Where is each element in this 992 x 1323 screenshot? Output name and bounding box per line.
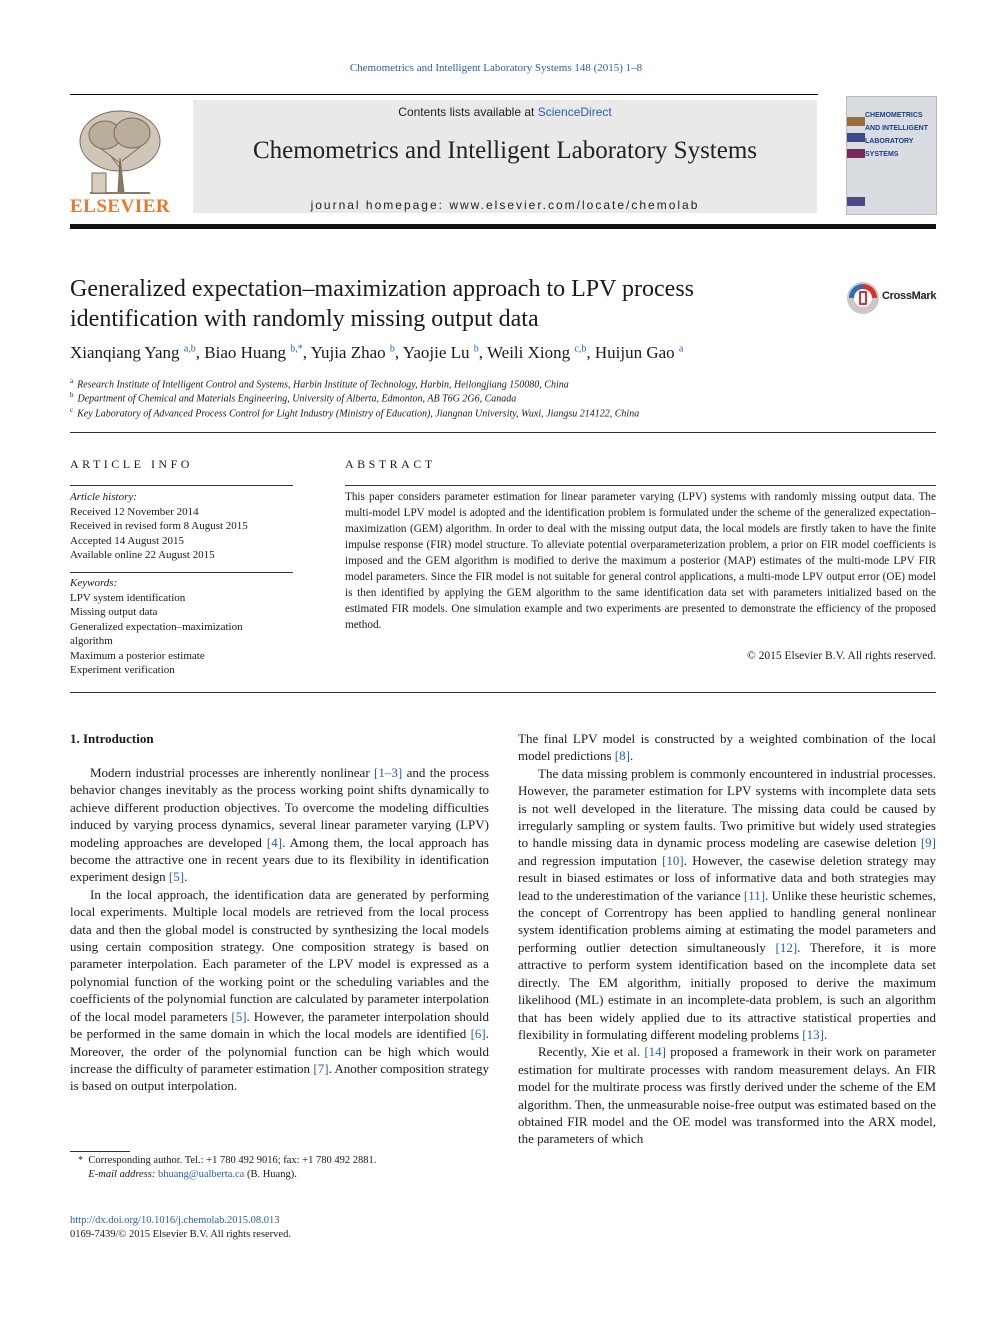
body-paragraph bbox=[70, 764, 489, 886]
history-item: Received in revised form 8 August 2015 bbox=[70, 520, 248, 532]
author-name[interactable]: Yaojie Lu bbox=[402, 343, 470, 362]
email-suffix: (B. Huang). bbox=[244, 1169, 297, 1180]
cover-title-line: CHEMOMETRICS bbox=[865, 112, 923, 119]
keywords bbox=[70, 576, 293, 678]
cover-stripe bbox=[847, 197, 865, 206]
issn-line: 0169-7439/© 2015 Elsevier B.V. All rights reserved. bbox=[70, 1229, 291, 1240]
footnote-contact bbox=[70, 1154, 489, 1168]
abstract-heading: ABSTRACT bbox=[345, 457, 436, 471]
citation-link[interactable]: [8] bbox=[614, 748, 630, 764]
keyword: Experiment verification bbox=[70, 664, 175, 676]
crossmark-badge[interactable] bbox=[846, 281, 938, 315]
body-paragraph bbox=[518, 765, 936, 1044]
citation-link[interactable]: [14] bbox=[644, 1044, 667, 1060]
divider bbox=[70, 432, 936, 433]
keyword: Generalized expectation–maximization bbox=[70, 620, 243, 633]
journal-homepage[interactable]: journal homepage: www.elsevier.com/locate/chemolab bbox=[310, 198, 700, 212]
keyword: LPV system identification bbox=[70, 591, 186, 604]
body-text: In the local approach, the identification data are generated by performing local experiments. Multiple local models are retrieved from the local process data and then the global model is constructed by synthesizing the local models using certain composition strategy. One composition strategy is based on parameter interpolation. Each parameter of the LPV model is expressed as a polynomial function of the working point or the scheduling variables and the coefficients of the polynomial function are calculated by parameter interpolation of the local model parameters bbox=[70, 886, 489, 1024]
keyword: algorithm bbox=[70, 635, 113, 647]
body-text: The data missing problem is commonly encountered in industrial processes. However, the parameter estimation for LPV systems with incomplete data sets is not well developed in the literature. The missing data could be caused by irregularly sampling or system faults. Two primitive but widely used strategies to handle missing data in dynamic process modeling are casewise deletion bbox=[518, 765, 936, 851]
affiliation-mark: c bbox=[70, 406, 74, 414]
footnote-phone: Corresponding author. Tel.: +1 780 492 9016; fax: +1 780 492 2881. bbox=[88, 1155, 377, 1166]
sciencedirect-link[interactable]: ScienceDirect bbox=[537, 105, 612, 119]
masthead-top-rule bbox=[70, 94, 818, 95]
affiliation-mark: b bbox=[70, 391, 74, 399]
body-text: Recently, Xie et al. bbox=[538, 1044, 645, 1060]
cover-title-line: SYSTEMS bbox=[865, 151, 899, 158]
contents-line bbox=[193, 105, 817, 119]
author-affiliation-mark[interactable]: b bbox=[473, 343, 479, 355]
citation-link[interactable]: [9] bbox=[920, 835, 936, 851]
author-affiliation-mark[interactable]: c,b bbox=[574, 343, 587, 355]
body-text: . Therefore, it is more attractive to perform system identification based on the incomplete data set directly. The EM algorithm, initially proposed to derive the maximum likelihood (ML) estimate in an incomplete-data problem, is such an algorithm that has been widely applied due to its attractive statistical properties and flexibility in formulating different modeling problems bbox=[518, 939, 936, 1042]
body-text: Modern industrial processes are inherently nonlinear bbox=[90, 765, 375, 780]
journal-title: Chemometrics and Intelligent Laboratory Systems bbox=[252, 137, 758, 164]
cover-stripe bbox=[847, 117, 865, 126]
abstract-text: This paper considers parameter estimation for linear parameter varying (LPV) systems with randomly missing output data. The multi-model LPV model is adopted and the identification problem is formulated under the scheme of the generalized expectation–maximization (GEM) algorithm. In order to deal with the missing output data, the local models are firstly taken to have the finite impulse response (FIR) model structure. To alleviate potential overparameterization problem, a prior on FIR model coefficients is imposed and the GEM algorithm is modified to derive the maximum a posterior (MAP) estimates of the multi-mode LPV FIR model parameters. Since the FIR model is not suitable for general control applications, a multi-mode LPV output error (OE) model is then identified by applying the GEM algorithm to the same identification data set with parameters initialized based on the estimated FIR models. One simulation example and two experiments are presented to demonstrate the efficiency of the proposed method. bbox=[345, 491, 936, 631]
article-info-heading: ARTICLE INFO bbox=[70, 457, 193, 471]
history-item: Available online 22 August 2015 bbox=[70, 549, 215, 561]
author-name[interactable]: Yujia Zhao bbox=[310, 343, 386, 362]
author-name[interactable]: Biao Huang bbox=[204, 343, 286, 362]
citation-link[interactable]: [7] bbox=[313, 1060, 329, 1076]
citation-link[interactable]: [1–3] bbox=[374, 765, 403, 780]
affiliation-text: Department of Chemical and Materials Engineering, University of Alberta, Edmonton, AB T6G 2G6, Canada bbox=[77, 393, 517, 405]
masthead-thick-rule bbox=[70, 224, 936, 229]
crossmark-icon bbox=[846, 281, 880, 315]
body-text: . Unlike these heuristic schemes, the concept of Correntropy has been applied to handling general nonlinear system identification problems aiming at estimating the model parameters and performing outlier detection simultaneously bbox=[518, 887, 936, 955]
divider bbox=[70, 692, 936, 693]
affiliation-mark: a bbox=[70, 377, 74, 385]
body-paragraph bbox=[70, 886, 489, 1095]
citation-link[interactable]: [13] bbox=[802, 1026, 824, 1042]
footnote-rule bbox=[70, 1151, 130, 1152]
author-name[interactable]: Xianqiang Yang bbox=[70, 343, 180, 362]
cover-stripe bbox=[847, 133, 865, 142]
footnote bbox=[70, 1154, 489, 1182]
body-text: . bbox=[184, 869, 188, 885]
footnote-mark: * bbox=[77, 1155, 84, 1166]
body-text: The final LPV model is constructed by a weighted combination of the local model predictions bbox=[518, 731, 936, 764]
body-text: . Moreover, the order of the polynomial function can be high which would increase the difficulty of parameter estimation bbox=[70, 1026, 489, 1076]
running-head[interactable]: Chemometrics and Intelligent Laboratory Systems 148 (2015) 1–8 bbox=[349, 62, 643, 74]
author-name[interactable]: Huijun Gao bbox=[594, 343, 675, 362]
body-text: and regression imputation bbox=[518, 852, 663, 868]
divider bbox=[70, 485, 293, 486]
body-text: . Among them, the local approach has become the attractive one in recent years due to its flexibility in identification experiment design bbox=[70, 834, 489, 885]
doi-link[interactable]: http://dx.doi.org/10.1016/j.chemolab.2015.08.013 bbox=[70, 1215, 280, 1226]
body-column-right bbox=[518, 730, 936, 1148]
paper-title: Generalized expectation–maximization approach to LPV process identification with randomly missing output data bbox=[70, 276, 694, 332]
author-affiliation-mark[interactable]: a,b bbox=[183, 343, 196, 355]
body-text: . However, the parameter interpolation should be performed in the same domain in which the local models are identified bbox=[70, 1008, 489, 1042]
author-list: Xianqiang Yang $^{a,b}$, Biao Huang $^{b,*}$, Yujia Zhao $^b$, Yaojie Lu $^b$, Weili Xiong $^{c,b}$, Huijun Gao $^a$ bbox=[70, 343, 684, 362]
author-affiliation-mark[interactable]: b bbox=[389, 343, 395, 355]
body-column-left bbox=[70, 764, 489, 1095]
cover-stripe bbox=[847, 149, 865, 158]
cover-title bbox=[865, 109, 928, 161]
cover-title-line: AND INTELLIGENT bbox=[865, 125, 928, 132]
elsevier-wordmark: ELSEVIER bbox=[70, 196, 171, 217]
citation-link[interactable]: [5] bbox=[231, 1008, 247, 1024]
body-text: and the process behavior changes inevitably as the process working point shifts dynamically to achieve different production objectives. To overcome the modeling difficulties induced by varying process dynamics, several linear parameter varying (LPV) modeling approaches are developed bbox=[70, 765, 490, 850]
citation-link[interactable]: [4] bbox=[266, 834, 283, 850]
history-item: Accepted 14 August 2015 bbox=[70, 534, 184, 547]
article-history bbox=[70, 490, 293, 563]
keyword: Maximum a posterior estimate bbox=[70, 649, 205, 662]
journal-cover-thumbnail[interactable] bbox=[846, 96, 937, 215]
section-heading: 1. Introduction bbox=[70, 731, 154, 746]
body-text: . bbox=[629, 748, 634, 764]
affiliation bbox=[70, 406, 930, 419]
history-label: Article history: bbox=[70, 491, 137, 503]
crossmark-label: CrossMark bbox=[882, 290, 937, 302]
body-paragraph bbox=[518, 730, 936, 765]
abstract-copyright: © 2015 Elsevier B.V. All rights reserved. bbox=[747, 650, 936, 662]
author-affiliation-mark[interactable]: b,* bbox=[290, 343, 303, 355]
citation-link[interactable]: [10] bbox=[662, 852, 684, 868]
history-item: Received 12 November 2014 bbox=[70, 505, 199, 518]
contents-prefix: Contents lists available at bbox=[398, 105, 538, 119]
citation-link[interactable]: [6] bbox=[470, 1026, 486, 1042]
body-text: . However, the casewise deletion strategy may result in biased estimates or loss of informative data and both strategies may lead to the underestimation of the variance bbox=[518, 852, 936, 903]
cover-title-line: LABORATORY bbox=[865, 138, 914, 145]
citation-link[interactable]: [12] bbox=[775, 939, 798, 955]
body-paragraph bbox=[518, 1043, 936, 1147]
author-name[interactable]: Weili Xiong bbox=[486, 343, 571, 362]
author-affiliation-mark[interactable]: a bbox=[678, 343, 684, 355]
body-text: proposed a framework in their work on parameter estimation for multirate processes with random measurement delays. An FIR model for the multirate process was firstly derived under the scheme of the EM algorithm. Then, the unmeasurable noise-free output was estimated based on the obtained FIR model and the OE model was transformed into the ARX model, the parameters of which bbox=[518, 1044, 936, 1147]
body-text: . bbox=[823, 1026, 828, 1042]
divider bbox=[70, 572, 293, 573]
body-text: . Another composition strategy is based on output interpolation. bbox=[70, 1060, 489, 1094]
footnote-email-line bbox=[70, 1168, 489, 1182]
email-link[interactable]: bhuang@ualberta.ca bbox=[157, 1169, 245, 1180]
citation-link[interactable]: [11] bbox=[743, 887, 766, 903]
affiliation-text: Key Laboratory of Advanced Process Control for Light Industry (Ministry of Education), Jiangnan University, Wuxi, Jiangsu 214122, China bbox=[77, 408, 640, 420]
keywords-label: Keywords: bbox=[70, 577, 118, 589]
citation-link[interactable]: [5] bbox=[168, 869, 185, 885]
affiliation bbox=[70, 391, 930, 404]
divider bbox=[345, 485, 936, 486]
affiliation bbox=[70, 377, 930, 390]
email-label: E-mail address: bbox=[88, 1169, 156, 1180]
keyword: Missing output data bbox=[70, 606, 158, 618]
affiliation-text: Research Institute of Intelligent Control and Systems, Harbin Institute of Technology, Harbin, Heilongjiang 150080, China bbox=[77, 379, 569, 391]
